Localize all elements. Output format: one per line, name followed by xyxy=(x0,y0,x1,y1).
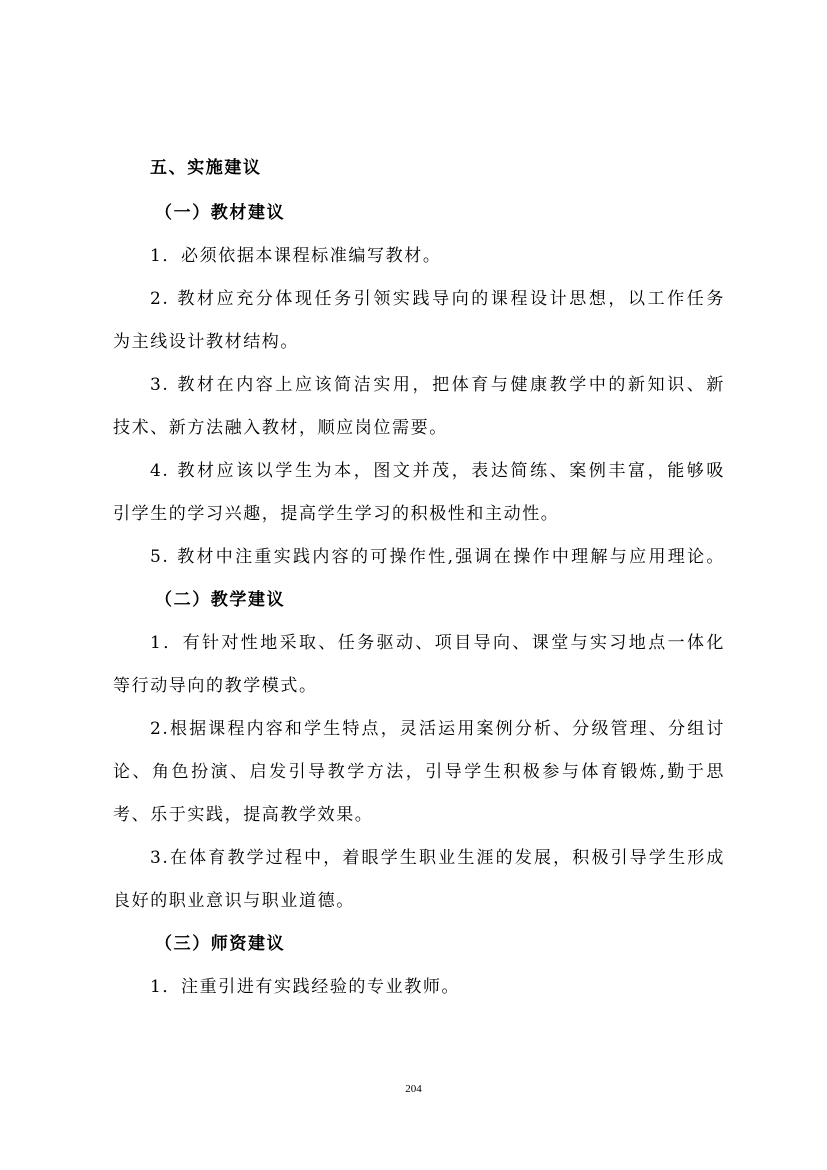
teaching-item-2-line-2: 论、角色扮演、启发引导教学方法，引导学生积极参与体育锻炼,勤于思 xyxy=(113,762,725,782)
teaching-item-3-line-1: 3.在体育教学过程中，着眼学生职业生涯的发展，积极引导学生形成 xyxy=(150,848,725,868)
textbook-item-1: 1．必须依据本课程标准编写教材。 xyxy=(150,246,442,266)
textbook-item-3-line-1: 3. 教材在内容上应该简洁实用，把体育与健康教学中的新知识、新 xyxy=(150,375,725,395)
textbook-item-5: 5. 教材中注重实践内容的可操作性,强调在操作中理解与应用理论。 xyxy=(150,547,725,567)
teaching-item-2-line-3: 考、乐于实践，提高教学效果。 xyxy=(113,805,374,825)
textbook-item-2-line-1: 2. 教材应充分体现任务引领实践导向的课程设计思想，以工作任务 xyxy=(150,289,725,309)
teaching-item-3-line-2: 良好的职业意识与职业道德。 xyxy=(113,891,355,911)
subsection-heading-faculty: （三）师资建议 xyxy=(155,934,286,954)
section-title: 五、实施建议 xyxy=(150,158,262,178)
subsection-heading-teaching: （二）教学建议 xyxy=(155,590,286,610)
faculty-item-1: 1．注重引进有实践经验的专业教师。 xyxy=(150,977,461,997)
textbook-item-3-line-2: 技术、新方法融入教材，顺应岗位需要。 xyxy=(113,418,448,438)
page-number: 204 xyxy=(405,1083,422,1095)
teaching-item-1-line-1: 1．有针对性地采取、任务驱动、项目导向、课堂与实习地点一体化 xyxy=(150,633,725,653)
textbook-item-2-line-2: 为主线设计教材结构。 xyxy=(113,332,299,352)
textbook-item-4-line-1: 4. 教材应该以学生为本，图文并茂，表达简练、案例丰富，能够吸 xyxy=(150,461,725,481)
subsection-heading-textbook: （一）教材建议 xyxy=(155,203,286,223)
textbook-item-4-line-2: 引学生的学习兴趣，提高学生学习的积极性和主动性。 xyxy=(113,504,560,524)
teaching-item-2-line-1: 2.根据课程内容和学生特点，灵活运用案例分析、分级管理、分组讨 xyxy=(150,719,725,739)
teaching-item-1-line-2: 等行动导向的教学模式。 xyxy=(113,676,318,696)
